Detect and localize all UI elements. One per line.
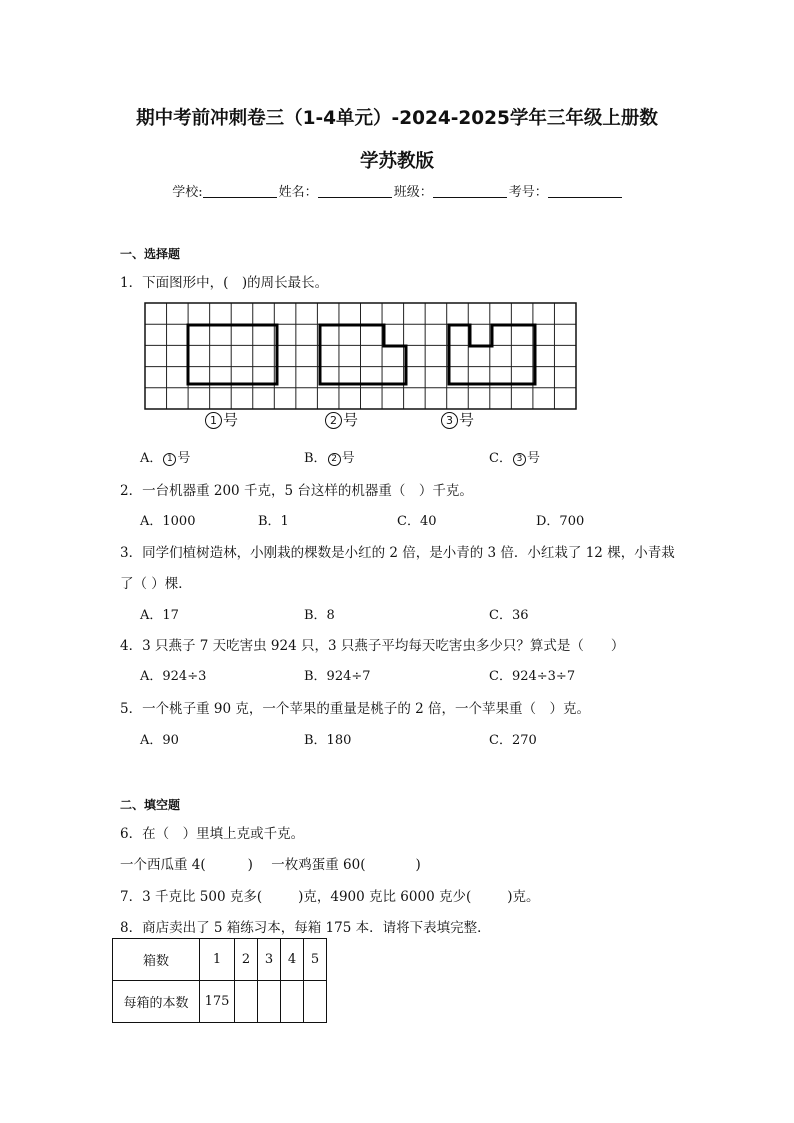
table-cell-answer[interactable]	[304, 981, 327, 1023]
q2-option-c[interactable]: C．40	[397, 514, 437, 529]
table-header-per-box: 每箱的本数	[113, 981, 200, 1023]
class-blank[interactable]	[433, 185, 507, 198]
box-count-table	[112, 938, 327, 1023]
shape-3-outline	[449, 325, 535, 384]
q1-option-c[interactable]: C． 3 号	[489, 451, 540, 466]
table-cell-box: 1	[200, 939, 235, 981]
q4-option-b[interactable]: B．924÷7	[304, 669, 371, 684]
page-title-line2: 学苏教版	[359, 151, 434, 172]
question-8-stem: 8．商店卖出了 5 箱练习本，每箱 175 本．请将下表填完整．	[120, 920, 491, 936]
circled-number-icon: 1	[205, 412, 222, 429]
table-cell-box: 4	[281, 939, 304, 981]
student-info	[0, 181, 794, 200]
table-cell-box: 3	[258, 939, 281, 981]
table-cell-value: 175	[200, 981, 235, 1023]
q6-item2-prefix: 一枚鸡蛋重 60(	[271, 857, 366, 873]
figure-label-1: 1 号	[204, 409, 238, 430]
q4-option-c[interactable]: C．924÷3÷7	[489, 669, 576, 684]
shape-2-outline	[320, 325, 406, 384]
section-title-choice: 一、选择题	[120, 247, 181, 261]
question-3-stem: 3．同学们植树造林，小刚栽的棵数是小红的 2 倍，是小青的 3 倍．小红栽了 12 棵，小青栽	[120, 545, 675, 561]
table-cell-answer[interactable]	[258, 981, 281, 1023]
name-label: 姓名：	[278, 185, 318, 200]
shape-1-outline	[188, 325, 277, 384]
section-title-fill: 二、填空题	[120, 798, 181, 812]
q3-option-a[interactable]: A．17	[140, 608, 179, 623]
question-2-stem: 2．一台机器重 200 千克，5 台这样的机器重（ ）千克。	[120, 483, 473, 499]
q1-option-b[interactable]: B． 2 号	[304, 451, 355, 466]
question-7: 7．3 千克比 500 克多( )克，4900 克比 6000 克少( )克。	[120, 889, 540, 905]
q2-option-a[interactable]: A．1000	[140, 514, 196, 529]
table-cell-answer[interactable]	[235, 981, 258, 1023]
question-6-items	[120, 853, 421, 873]
school-label: 学校:	[172, 185, 203, 200]
circled-number-icon: 3	[441, 412, 458, 429]
q6-item1-prefix: 一个西瓜重 4(	[120, 857, 206, 873]
table-cell-answer[interactable]	[281, 981, 304, 1023]
page-title-line1: 期中考前冲刺卷三（1-4单元）-2024-2025学年三年级上册数	[136, 108, 658, 129]
q5-option-c[interactable]: C．270	[489, 733, 537, 748]
q5-option-a[interactable]: A．90	[140, 733, 179, 748]
q6-item1-suffix: )	[247, 857, 253, 873]
question-4-stem: 4．3 只燕子 7 天吃害虫 924 只，3 只燕子平均每天吃害虫多少只？算式是（ ）	[120, 638, 625, 654]
q5-option-b[interactable]: B．180	[304, 733, 352, 748]
question-6-stem: 6．在（ ）里填上克或千克。	[120, 826, 305, 842]
q3-option-c[interactable]: C．36	[489, 608, 529, 623]
table-header-boxes: 箱数	[113, 939, 200, 981]
exam-number-blank[interactable]	[548, 185, 622, 198]
circled-number-icon: 2	[325, 412, 342, 429]
q3-option-b[interactable]: B．8	[304, 608, 335, 623]
table-cell-box: 5	[304, 939, 327, 981]
q2-option-b[interactable]: B．1	[258, 514, 289, 529]
question-5-stem: 5．一个桃子重 90 克，一个苹果的重量是桃子的 2 倍，一个苹果重（ ）克。	[120, 701, 591, 717]
question-1-stem: 1．下面图形中，( )的周长最长。	[120, 275, 329, 291]
question-3-stem-continued: 了（ ）棵．	[120, 576, 192, 592]
q2-option-d[interactable]: D．700	[536, 514, 585, 529]
class-label: 班级：	[393, 185, 433, 200]
school-blank[interactable]	[203, 185, 277, 198]
q1-option-a[interactable]: A． 1 号	[140, 451, 191, 466]
figure-label-2: 2 号	[324, 409, 358, 430]
table-cell-box: 2	[235, 939, 258, 981]
figure-label-3: 3 号	[440, 409, 474, 430]
q6-item2-suffix: )	[415, 857, 421, 873]
exam-number-label: 考号：	[508, 185, 548, 200]
q4-option-a[interactable]: A．924÷3	[140, 669, 207, 684]
name-blank[interactable]	[318, 185, 392, 198]
